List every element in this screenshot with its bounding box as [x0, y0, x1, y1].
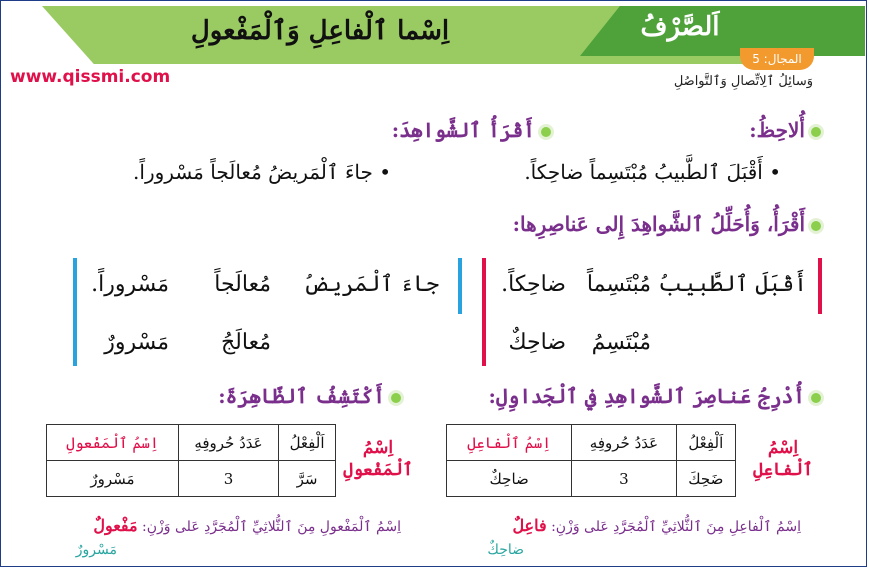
table-header-cell: عَدَدُ حُروفِهِ	[572, 425, 676, 461]
passive-participle-label	[343, 437, 413, 481]
label-line: ٱلْمَفْعولِ	[343, 460, 413, 480]
analysis-base-word: مَسْرورٌ	[104, 330, 169, 355]
label-line: ٱلْفاعِلِ	[753, 460, 813, 480]
read-heading-text: أَقْرَأُ ٱلشَّواهِدَ:	[391, 118, 535, 142]
table-cell: 3	[572, 461, 676, 497]
example-sentence-1	[524, 160, 781, 184]
analysis-base-word: ضاحِكٌ	[508, 330, 566, 355]
domain-name: وَسائِلُ ٱلِاتِّصالِ وَٱلتَّواصُلِ	[673, 74, 813, 89]
insert-heading-text: أُدْرِجُ عَناصِرَ ٱلشَّواهِدِ في ٱلْجَداوِلِ:	[488, 384, 805, 408]
active-participle-table	[446, 424, 736, 497]
example-sentence-2	[133, 160, 391, 184]
analysis-base-word: مُعالَجُ	[220, 330, 271, 355]
observe-heading-text: أُلاحِظُ:	[749, 118, 805, 142]
bullet-dot-icon	[391, 393, 401, 403]
subject-title: اَلصَّرْفُ	[640, 12, 720, 42]
label-line: اِسْمُ	[767, 438, 799, 458]
passive-participle-example: مَسْرورٌ	[75, 542, 117, 558]
table-cell: 3	[178, 461, 278, 497]
divider-blue-left	[73, 258, 77, 366]
bullet-dot-icon	[811, 393, 821, 403]
insert-heading	[489, 384, 821, 408]
read-heading	[392, 118, 551, 142]
bullet-dot-icon	[541, 127, 551, 137]
label-line: اِسْمُ	[362, 438, 394, 458]
bullet-dot-icon	[811, 127, 821, 137]
table-row	[447, 461, 736, 497]
table-header-row	[447, 425, 736, 461]
rule-text: اِسْمُ ٱلْمَفْعولِ مِنَ ٱلثُّلاثِيِّ ٱلْمُجَرَّدِ عَلى وَزْنِ:	[142, 519, 401, 535]
active-participle-example: ضاحِكٌ	[487, 542, 524, 558]
table-row	[47, 461, 336, 497]
domain-tag: المجال: 5	[740, 48, 814, 70]
table-cell: ضَحِكَ	[676, 461, 735, 497]
analysis-heading-text: أَقْرَأُ، وَأُحَلِّلُ ٱلشَّواهِدَ إِلى عَناصِرِها:	[512, 212, 805, 236]
divider-blue-right	[458, 258, 462, 314]
rule-text: اِسْمُ ٱلْفاعِلِ مِنَ ٱلثُّلاثِيِّ ٱلْمُجَرَّدِ عَلى وَزْنِ:	[551, 519, 801, 535]
analysis-subject-phrase-2: جاءَ ٱلْمَريضُ	[303, 272, 439, 297]
table-header-cell: اِسْمُ ٱلْفاعِلِ	[447, 425, 572, 461]
table-header-cell: عَدَدُ حُروفِهِ	[178, 425, 278, 461]
active-participle-label	[748, 437, 818, 481]
active-participle-rule	[512, 516, 801, 535]
table-header-cell: اَلْفِعْلُ	[279, 425, 336, 461]
site-url: www.qissmi.com	[10, 67, 171, 87]
rule-pattern: فاعِلٌ	[512, 516, 547, 535]
analysis-word: مَسْروراً.	[91, 272, 169, 297]
table-header-cell: اَلْفِعْلُ	[676, 425, 735, 461]
divider-red-left	[482, 258, 486, 366]
analysis-word: مُبْتَسِماً	[586, 272, 651, 297]
bullet-icon: •	[379, 160, 391, 184]
observe-heading	[749, 118, 821, 142]
table-header-row	[47, 425, 336, 461]
analysis-subject-phrase-1: أَقْبَلَ ٱلطَّبيبُ	[658, 272, 807, 297]
table-header-cell: اِسْمُ ٱلْمَفْعولِ	[47, 425, 179, 461]
analysis-word: ضاحِكاً.	[501, 272, 566, 297]
bullet-icon: •	[769, 160, 781, 184]
analysis-heading	[513, 212, 821, 236]
analysis-word: مُعالَجاً	[214, 272, 271, 297]
divider-red-right	[818, 258, 822, 314]
sentence-2-text: جاءَ ٱلْمَريضُ مُعالَجاً مَسْروراً.	[133, 160, 373, 184]
discover-heading-text: أَكْتَشِفُ ٱلظّاهِرَةَ:	[218, 384, 385, 408]
table-cell: مَسْرورٌ	[47, 461, 179, 497]
lesson-title: اِسْما ٱلْفاعِلِ وَٱلْمَفْعولِ	[190, 16, 450, 46]
rule-pattern: مَفْعولٌ	[93, 516, 138, 535]
table-cell: ضاحِكٌ	[447, 461, 572, 497]
analysis-base-word: مُبْتَسِمُ	[591, 330, 651, 355]
passive-participle-table	[46, 424, 336, 497]
table-cell: سَرَّ	[279, 461, 336, 497]
discover-heading	[218, 384, 401, 408]
bullet-dot-icon	[811, 221, 821, 231]
passive-participle-rule	[93, 516, 401, 535]
sentence-1-text: أَقْبَلَ ٱلطَّبيبُ مُبْتَسِماً ضاحِكاً.	[524, 160, 763, 184]
